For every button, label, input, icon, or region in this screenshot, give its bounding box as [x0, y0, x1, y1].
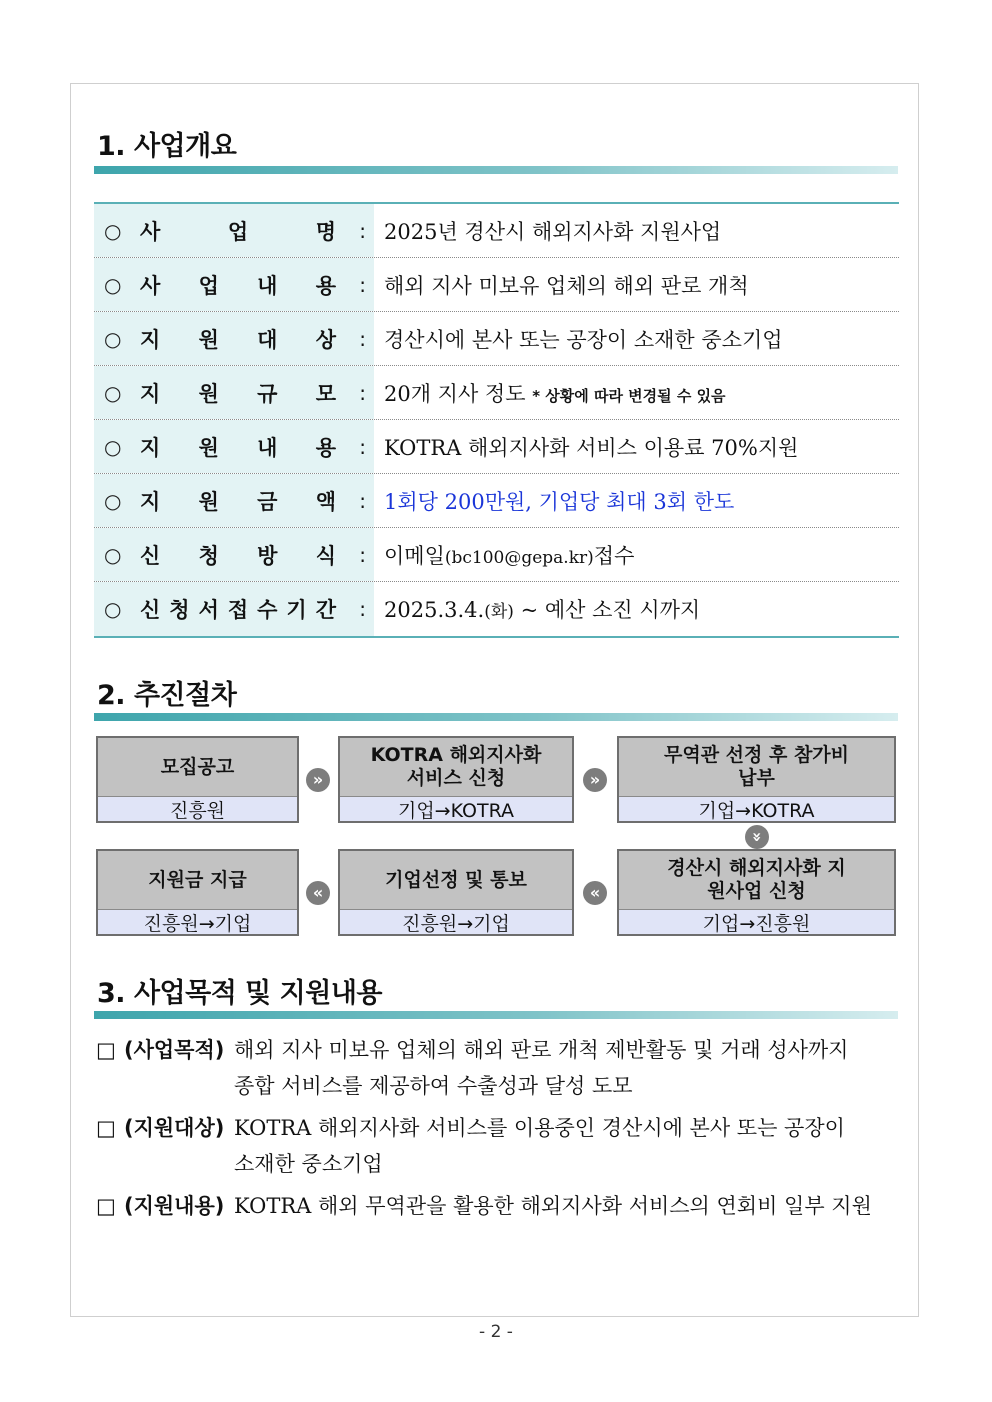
purpose-item-text: 해외 지사 미보유 업체의 해외 판로 개척 제반활동 및 거래 성사까지 — [234, 1038, 849, 1062]
colon: : — [359, 272, 366, 297]
process-step-actor: 진흥원 — [169, 799, 226, 822]
overview-label — [140, 324, 374, 354]
weekday: (화) — [484, 602, 514, 622]
label-char: 신 — [140, 542, 161, 568]
overview-label — [140, 486, 374, 516]
purpose-item-text: KOTRA 해외지사화 서비스를 이용중인 경산시에 본사 또는 공장이 — [234, 1116, 845, 1140]
purpose-item-head: (사업목적) — [124, 1038, 225, 1062]
label-char: 사 — [140, 218, 161, 244]
process-step-actor: 기업→진흥원 — [702, 912, 811, 935]
overview-value-text: 2025.3.4. — [384, 598, 485, 622]
label-char: 지 — [140, 488, 161, 514]
circle-bullet: ○ — [104, 597, 122, 621]
overview-row — [94, 366, 899, 420]
overview-value: 해외 지사 미보유 업체의 해외 판로 개척 — [384, 273, 749, 298]
colon: : — [359, 488, 366, 513]
overview-value-text: 접수 — [593, 543, 635, 568]
label-char: 내 — [257, 434, 278, 460]
purpose-item-line — [96, 1188, 898, 1224]
overview-label — [140, 540, 374, 570]
overview-row — [94, 582, 899, 636]
overview-value — [374, 540, 899, 570]
overview-label-cell — [94, 366, 374, 419]
label-char: 명 — [315, 218, 336, 244]
overview-value — [374, 378, 899, 408]
checkbox-icon: □ — [96, 1038, 116, 1062]
overview-value: 2025년 경산시 해외지사화 지원사업 — [384, 219, 722, 244]
overview-row — [94, 312, 899, 366]
process-step-title: 모집공고 — [98, 738, 297, 797]
overview-label-cell — [94, 582, 374, 636]
label-char: 내 — [257, 272, 278, 298]
section-rule — [94, 1011, 898, 1019]
overview-label-cell — [94, 474, 374, 527]
overview-table — [94, 202, 899, 638]
process-step-title: 경산시 해외지사화 지원사업 신청 — [619, 851, 894, 910]
label-char: 용 — [315, 434, 336, 460]
label-char: 규 — [257, 380, 278, 406]
overview-label — [140, 378, 374, 408]
email-address: (bc100@gepa.kr) — [444, 547, 594, 568]
process-step-actor: 진흥원→기업 — [143, 912, 252, 935]
overview-note: * 상황에 따라 변경될 수 있음 — [532, 386, 726, 405]
colon: : — [359, 380, 366, 405]
colon: : — [359, 597, 366, 621]
purpose-item — [96, 1110, 898, 1182]
circle-bullet: ○ — [104, 218, 122, 243]
purpose-item-line — [96, 1110, 898, 1146]
overview-label-cell — [94, 420, 374, 473]
label-char: 지 — [140, 326, 161, 352]
label-char: 업 — [198, 272, 219, 298]
colon: : — [359, 326, 366, 351]
label-char: 접 — [227, 597, 249, 622]
colon: : — [359, 434, 366, 459]
label-char: 기 — [286, 597, 307, 622]
page-number: - 2 - — [479, 1322, 513, 1342]
label-char: 원 — [198, 380, 219, 406]
label-char: 청 — [169, 597, 190, 622]
process-step-title: 지원금 지급 — [98, 851, 297, 910]
overview-label-cell — [94, 528, 374, 581]
overview-value-text: ~ 예산 소진 시까지 — [513, 598, 701, 622]
purpose-item-head: (지원대상) — [124, 1116, 225, 1140]
process-step-4 — [617, 849, 896, 936]
overview-label-cell — [94, 312, 374, 365]
label-char: 원 — [198, 326, 219, 352]
overview-row — [94, 528, 899, 582]
process-step-5 — [338, 849, 574, 936]
label-char: 청 — [198, 542, 219, 568]
label-char: 신 — [140, 597, 161, 622]
label-char: 모 — [315, 380, 336, 406]
section-rule — [94, 166, 898, 174]
overview-label — [140, 432, 374, 462]
circle-bullet: ○ — [104, 434, 122, 459]
label-char: 원 — [198, 488, 219, 514]
process-step-actor: 진흥원→기업 — [402, 912, 510, 935]
colon: : — [359, 218, 366, 243]
arrow-down-icon: » — [745, 825, 769, 849]
arrow-left-icon: « — [306, 881, 330, 905]
overview-label — [140, 270, 374, 300]
process-step-title: 무역관 선정 후 참가비 납부 — [619, 738, 894, 797]
checkbox-icon: □ — [96, 1194, 116, 1218]
overview-label — [140, 594, 374, 624]
overview-value — [374, 594, 899, 624]
checkbox-icon: □ — [96, 1116, 116, 1140]
label-char: 금 — [257, 488, 278, 514]
section-title-purpose: 3. 사업목적 및 지원내용 — [97, 978, 382, 1009]
overview-label-cell — [94, 204, 374, 257]
section-title-process: 2. 추진절차 — [97, 680, 237, 711]
purpose-item-continuation: 소재한 중소기업 — [234, 1152, 383, 1176]
label-char: 방 — [257, 542, 278, 568]
label-char: 지 — [140, 434, 161, 460]
purpose-item-line — [96, 1032, 898, 1068]
overview-label — [140, 216, 374, 246]
purpose-item-head: (지원내용) — [124, 1194, 225, 1218]
overview-label-cell — [94, 258, 374, 311]
label-char: 용 — [315, 272, 336, 298]
label-char: 지 — [140, 380, 161, 406]
overview-row — [94, 420, 899, 474]
overview-value: KOTRA 해외지사화 서비스 이용료 70%지원 — [384, 435, 799, 460]
label-char: 수 — [257, 597, 278, 622]
label-char: 간 — [315, 597, 336, 622]
label-char: 식 — [315, 542, 336, 568]
process-step-actor: 기업→KOTRA — [698, 799, 815, 822]
arrow-left-icon: « — [583, 881, 607, 905]
overview-value: 경산시에 본사 또는 공장이 소재한 중소기업 — [384, 327, 783, 352]
label-char: 상 — [315, 326, 336, 352]
overview-value-text: 이메일 — [384, 543, 445, 568]
overview-row — [94, 204, 899, 258]
label-char: 업 — [227, 218, 249, 244]
colon: : — [359, 542, 366, 567]
process-step-title: KOTRA 해외지사화 서비스 신청 — [340, 738, 572, 797]
process-step-actor: 기업→KOTRA — [397, 799, 515, 822]
purpose-item — [96, 1032, 898, 1104]
label-char: 사 — [140, 272, 161, 298]
circle-bullet: ○ — [104, 380, 122, 405]
process-step-6 — [96, 849, 299, 936]
circle-bullet: ○ — [104, 272, 122, 297]
overview-row — [94, 258, 899, 312]
process-step-title: 기업선정 및 통보 — [340, 851, 572, 910]
arrow-right-icon: » — [583, 768, 607, 792]
label-char: 서 — [198, 597, 219, 622]
process-step-2 — [338, 736, 574, 823]
section-rule — [94, 713, 898, 721]
process-step-3 — [617, 736, 896, 823]
circle-bullet: ○ — [104, 542, 122, 567]
purpose-item-continuation: 종합 서비스를 제공하여 수출성과 달성 도모 — [234, 1074, 633, 1098]
overview-value: 1회당 200만원, 기업당 최대 3회 한도 — [384, 489, 735, 514]
circle-bullet: ○ — [104, 488, 122, 513]
section-title-overview: 1. 사업개요 — [97, 131, 237, 162]
overview-value-text: 20개 지사 정도 — [384, 381, 526, 406]
label-char: 액 — [315, 488, 336, 514]
label-char: 대 — [257, 326, 278, 352]
label-char: 원 — [198, 434, 219, 460]
circle-bullet: ○ — [104, 326, 122, 351]
process-step-1 — [96, 736, 299, 823]
purpose-item-text: KOTRA 해외 무역관을 활용한 해외지사화 서비스의 연회비 일부 지원 — [234, 1194, 872, 1218]
purpose-item — [96, 1188, 898, 1224]
arrow-right-icon: » — [306, 768, 330, 792]
overview-row — [94, 474, 899, 528]
